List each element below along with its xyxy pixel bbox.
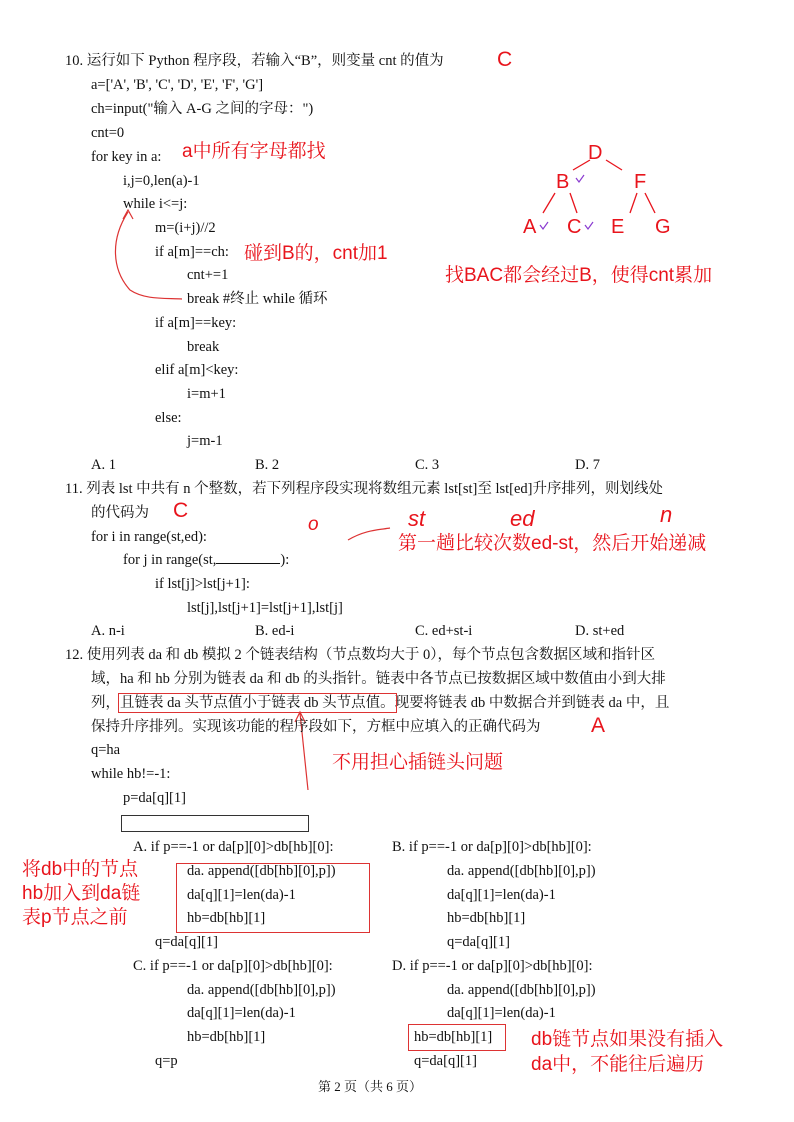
option-d: D. st+ed: [575, 623, 625, 639]
annotation: a中所有字母都找: [182, 141, 326, 162]
code-line: lst[j],lst[j+1]=lst[j+1],lst[j]: [187, 600, 343, 616]
tree-node-a: A: [523, 216, 537, 238]
code-line: else:: [155, 410, 182, 426]
page-footer: 第 2 页（共 6 页）: [318, 1079, 423, 1094]
option-b: B. ed-i: [255, 623, 295, 639]
code-line: da. append([db[hb][0],p]): [187, 863, 336, 879]
q12-text: 域，ha 和 hb 分别为链表 da 和 db 的头指针。链表中各节点已按数据区域中数值由小到大排: [91, 671, 666, 687]
q12-text: [91, 694, 669, 712]
annotation: hb加入到da链: [22, 883, 141, 904]
annotation: db链节点如果没有插入: [531, 1029, 724, 1050]
code-text: ):: [280, 552, 290, 568]
annotation: da中，不能往后遍历: [531, 1054, 705, 1075]
code-line: hb=db[hb][1]: [187, 1029, 266, 1045]
code-line: hb=db[hb][1]: [447, 910, 526, 926]
code-line: q=da[q][1]: [155, 934, 218, 950]
code-line: hb=db[hb][1]: [414, 1029, 493, 1045]
option-a: A. 1: [91, 457, 116, 473]
option-b-head: B. if p==-1 or da[p][0]>db[hb][0]:: [392, 839, 592, 855]
highlight-box: [176, 863, 370, 933]
code-line: da. append([db[hb][0],p]): [447, 863, 596, 879]
code-line: da[q][1]=len(da)-1: [187, 887, 296, 903]
code-line: q=da[q][1]: [447, 934, 510, 950]
code-line: ch=input("输入 A-G 之间的字母："): [91, 101, 314, 117]
code-line: while hb!=-1:: [91, 766, 171, 782]
tree-node-d: D: [588, 142, 603, 164]
code-line: cnt=0: [91, 125, 125, 141]
option-c-head: C. if p==-1 or da[p][0]>db[hb][0]:: [133, 958, 333, 974]
tree-node-c: C: [567, 216, 582, 238]
q11-title-cont: 的代码为: [91, 505, 149, 521]
tree-node-b: B: [556, 171, 570, 193]
code-line: da[q][1]=len(da)-1: [447, 887, 556, 903]
code-line: for key in a:: [91, 149, 162, 165]
option-a: A. n-i: [91, 623, 125, 639]
annotation: 找BAC都会经过B，使得cnt累加: [445, 265, 713, 286]
code-line: q=p: [155, 1053, 178, 1069]
code-line: da. append([db[hb][0],p]): [447, 982, 596, 998]
code-line: elif a[m]<key:: [155, 362, 239, 378]
code-line: for i in range(st,ed):: [91, 529, 207, 545]
q12-highlighted-condition: 且链表 da 头节点值小于链表 db 头节点值。: [120, 695, 395, 711]
annotation: 表p节点之前: [22, 907, 128, 928]
option-b: B. 2: [255, 457, 280, 473]
q12-text: 12. 使用列表 da 和 db 模拟 2 个链表结构（节点数均大于 0），每个节点包含数据区域和指针区: [65, 647, 656, 663]
annotation: 第一趟比较次数ed-st，然后开始递减: [398, 533, 707, 554]
option-d: D. 7: [575, 457, 600, 473]
code-line: cnt+=1: [187, 267, 229, 283]
code-line: m=(i+j)//2: [155, 220, 216, 236]
option-d-head: D. if p==-1 or da[p][0]>db[hb][0]:: [392, 958, 593, 974]
q10-title: 10. 运行如下 Python 程序段，若输入“B”，则变量 cnt 的值为: [65, 53, 444, 69]
tree-node-e: E: [611, 216, 625, 238]
annotation: 不用担心插链头问题: [332, 752, 504, 773]
q12-text-part: 现要将链表 db 中数据合并到链表 da 中，且: [394, 695, 670, 711]
handwriting: o: [308, 514, 319, 535]
code-line: a=['A', 'B', 'C', 'D', 'E', 'F', 'G']: [91, 77, 264, 93]
q12-text: 保持升序排列。实现该功能的程序段如下，方框中应填入的正确代码为: [91, 719, 541, 735]
code-line: if a[m]==key:: [155, 315, 237, 331]
code-line: da. append([db[hb][0],p]): [187, 982, 336, 998]
code-line: da[q][1]=len(da)-1: [447, 1005, 556, 1021]
handwriting: st: [408, 506, 426, 531]
option-c: C. 3: [415, 457, 440, 473]
handwriting: ed: [510, 506, 535, 531]
q11-answer: C: [173, 499, 189, 522]
code-line: while i<=j:: [123, 196, 188, 212]
code-line: break #终止 while 循环: [187, 291, 328, 307]
code-line: p=da[q][1]: [123, 790, 186, 806]
q10-answer: C: [497, 48, 513, 71]
tree-node-g: G: [655, 216, 671, 238]
tree-node-f: F: [634, 171, 647, 193]
option-c: C. ed+st-i: [415, 623, 473, 639]
code-line: j=m-1: [187, 433, 223, 449]
code-line: i=m+1: [187, 386, 226, 402]
code-line: q=ha: [91, 742, 121, 758]
q11-title: 11. 列表 lst 中共有 n 个整数，若下列程序段实现将数组元素 lst[st]至 lst[ed]升序排列，则划线处: [65, 481, 663, 497]
annotation: 将db中的节点: [22, 859, 139, 880]
code-line: i,j=0,len(a)-1: [123, 173, 200, 189]
code-line: q=da[q][1]: [414, 1053, 477, 1069]
handwriting: n: [660, 502, 673, 527]
code-line: break: [187, 339, 220, 355]
code-line: if a[m]==ch:: [155, 244, 229, 260]
option-a-head: A. if p==-1 or da[p][0]>db[hb][0]:: [133, 839, 334, 855]
highlight-box: [408, 1024, 506, 1051]
code-line: [123, 551, 289, 569]
code-line: da[q][1]=len(da)-1: [187, 1005, 296, 1021]
q12-answer: A: [591, 714, 606, 737]
answer-box: [121, 815, 309, 832]
code-line: if lst[j]>lst[j+1]:: [155, 576, 250, 592]
annotation: 碰到B的，cnt加1: [244, 243, 388, 264]
code-text: for j in range(st,: [123, 552, 217, 568]
code-line: hb=db[hb][1]: [187, 910, 266, 926]
fill-blank: [216, 551, 280, 564]
q12-text-part: 列，: [91, 695, 120, 711]
